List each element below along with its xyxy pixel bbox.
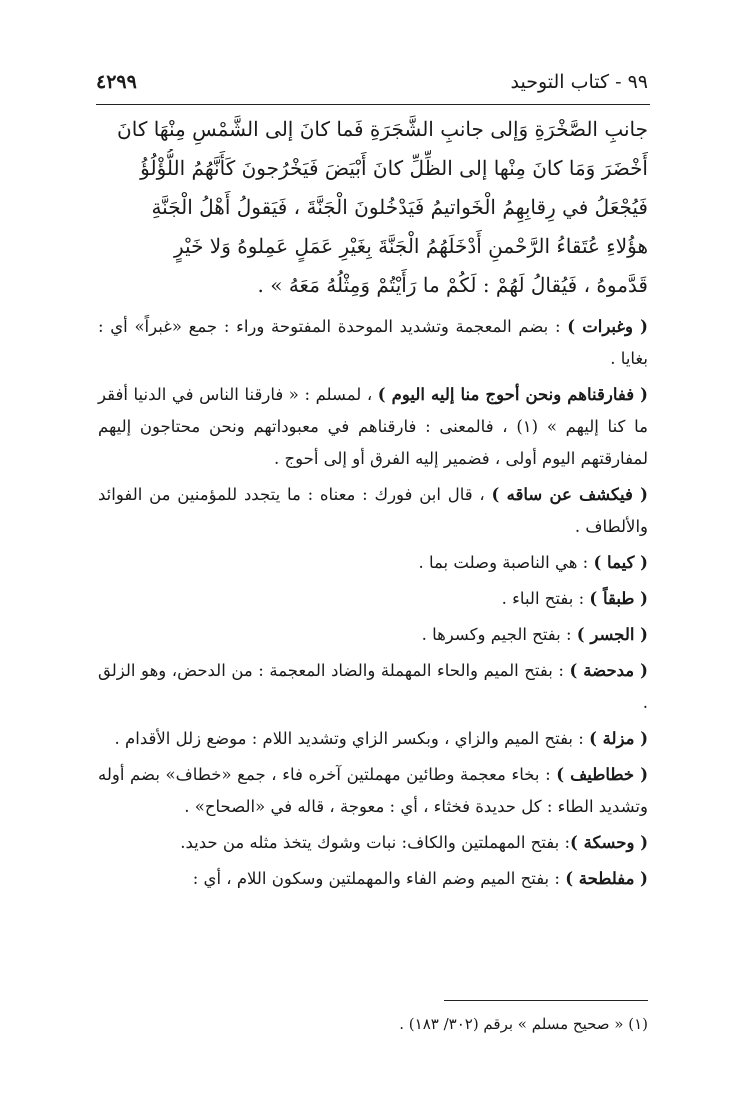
commentary-note <box>98 655 648 719</box>
page-body <box>98 110 648 899</box>
note-term: ( وغبرات ) <box>567 317 648 336</box>
note-term: ( فيكشف عن ساقه ) <box>491 485 648 504</box>
hadith-line: أَخْضَرَ وَمَا كانَ مِنْها إلى الظِّلِّ كانَ أَبْيَضَ فَيَخْرُجونَ كَأَنَّهُمُ اللُّؤْلُؤُ <box>140 156 648 180</box>
commentary-note <box>98 863 648 895</box>
hadith-line: جانبِ الصَّخْرَةِ وَإلى جانبِ الشَّجَرَةِ فَما كانَ إلى الشَّمْسِ مِنْهَا كانَ <box>117 117 648 141</box>
commentary-note <box>98 827 648 859</box>
note-text: : بخاء معجمة وطائين مهملتين آخره فاء ، جمع «خطاف» بضم أوله وتشديد الطاء : كل حديدة فخثاء ، أي : معوجة ، قاله في «الصحاح» . <box>98 765 648 816</box>
note-text: : هي الناصبة وصلت بما . <box>418 553 594 572</box>
note-text: : بفتح الميم وضم الفاء والمهملتين وسكون اللام ، أي : <box>192 869 566 888</box>
footnote: (١) « صحيح مسلم » برقم (٣٠٢/ ١٨٣) . <box>399 1015 648 1033</box>
note-term: ( خطاطيف ) <box>556 765 648 784</box>
hadith-text <box>98 110 648 305</box>
note-term: ( مدحضة ) <box>569 661 648 680</box>
hadith-line: هؤُلاءِ عُتَقاءُ الرَّحْمنِ أَدْخَلَهُمُ الْجَنَّةَ بِغَيْرِ عَمَلٍ عَمِلوهُ وَلا خَيْرٍ <box>174 234 648 258</box>
commentary-note <box>98 619 648 651</box>
note-text: : بفتح الجيم وكسرها . <box>421 625 577 644</box>
note-text: : بفتح الميم والحاء المهملة والضاد المعجمة : من الدحض، وهو الزلق . <box>98 661 648 712</box>
commentary-note <box>98 311 648 375</box>
header-rule <box>96 104 650 105</box>
note-text: ، لمسلم : « فارقنا الناس في الدنيا أفقر ما كنا إليهم » (١) ، فالمعنى : فارقناهم في معبوداتهم ونحن محتاجون إليهم لمفارقتهم اليوم أولى ، فضمير إليه الفرق أو إلى أحوج . <box>98 385 648 468</box>
note-text: ، قال ابن فورك : معناه : ما يتجدد للمؤمنين من الفوائد والألطاف . <box>98 485 648 536</box>
note-term: ( مزلة ) <box>589 729 648 748</box>
note-text: : بفتح الميم والزاي ، وبكسر الزاي وتشديد اللام : موضع زلل الأقدام . <box>114 729 590 748</box>
note-term: ( كيما ) <box>593 553 648 572</box>
note-text: : بفتح الباء . <box>501 589 590 608</box>
note-term: ( وحسكة ) <box>570 833 648 852</box>
running-title: ٩٩ - كتاب التوحيد <box>510 71 648 93</box>
commentary-note <box>98 583 648 615</box>
commentary-note <box>98 723 648 755</box>
commentary-note <box>98 379 648 475</box>
note-text: : بضم المعجمة وتشديد الموحدة المفتوحة وراء : جمع «غبراً» أي : بغايا . <box>98 317 648 368</box>
note-term: ( ففارقناهم ونحن أحوج منا إليه اليوم ) <box>377 385 648 404</box>
commentary-note <box>98 547 648 579</box>
note-term: ( طبقاً ) <box>589 589 648 608</box>
note-text: : بفتح المهملتين والكاف: نبات وشوك يتخذ مثله من حديد. <box>180 833 571 852</box>
hadith-line: قَدَّموهُ ، فَيُقالُ لَهُمْ : لَكُمْ ما رَأَيْتُمْ وَمِثْلُهُ مَعَهُ » . <box>257 273 648 297</box>
footnote-rule <box>444 1000 648 1001</box>
page-number: ٤٢٩٩ <box>96 71 137 93</box>
hadith-line: فَيُجْعَلُ في رِقابِهِمُ الْخَواتيمُ فَيَدْخُلونَ الْجَنَّةَ ، فَيَقولُ أَهْلُ الْجَنَّةِ <box>151 195 648 219</box>
note-term: ( مفلطحة ) <box>565 869 648 888</box>
note-term: ( الجسر ) <box>576 625 648 644</box>
page-header <box>96 62 648 102</box>
commentary-note <box>98 479 648 543</box>
commentary-note <box>98 759 648 823</box>
